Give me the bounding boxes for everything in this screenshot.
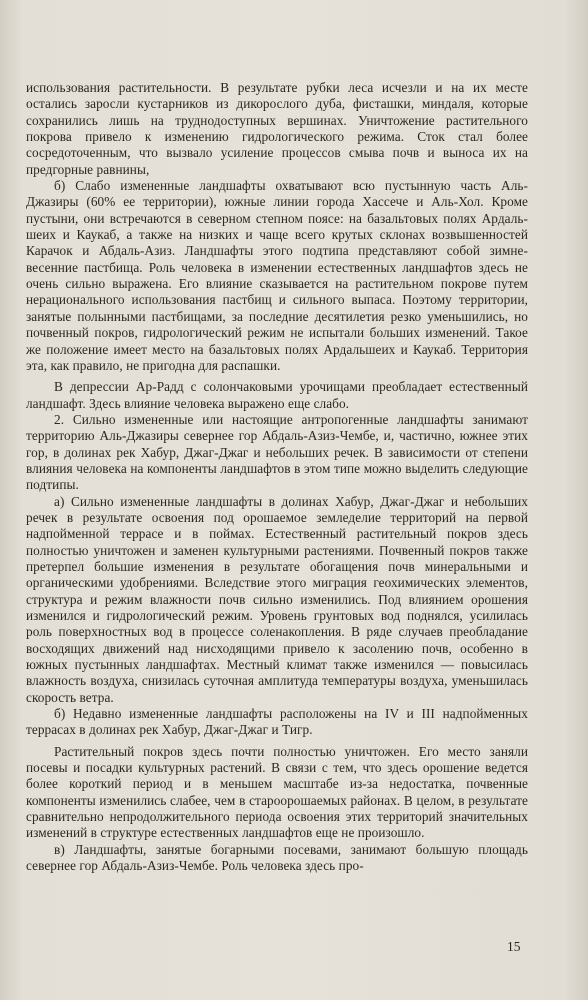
paragraph-6: б) Недавно измененные ландшафты расположены на IV и III надпойменных террасах в долинах рек Хабур, Джаг-Джаг и Тигр. xyxy=(26,706,528,738)
paragraph-3: В депрессии Ар-Радд с солончаковыми урочищами преобладает естественный ландшафт. Здесь влияние человека выражено еще слабо. xyxy=(26,379,528,411)
page-number: 15 xyxy=(507,939,521,954)
paragraph-7: Растительный покров здесь почти полностью уничтожен. Его место заняли посевы и посадки культурных растений. В связи с тем, что здесь орошение ведется более короткий период и в меньшем масштабе из-за недостатка, почвенные компоненты изменились слабее, чем в староорошаемых районах. В целом, в результате сравнительно непродолжительного периода освоения этих территорий значительных изменений в структуре естественных ландшафтов еще не произошло. xyxy=(26,743,528,841)
paragraph-4: 2. Сильно измененные или настоящие антропогенные ландшафты занимают территорию Аль-Джазиры севернее гор Абдаль-Азиз-Чембе, и, частично, южнее этих гор, в долинах рек Хабур, Джаг-Джаг и небольших речек. В зависимости от степени влияния человека на компоненты ландшафтов в этом типе можно выделить следующие подтипы. xyxy=(26,411,528,493)
paragraph-8: в) Ландшафты, занятые богарными посевами, занимают большую площадь севернее гор Абдаль-Азиз-Чембе. Роль человека здесь про- xyxy=(26,841,528,874)
paragraph-5: а) Сильно измененные ландшафты в долинах Хабур, Джаг-Джаг и небольших речек в результате освоения под орошаемое земледелие территорий на первой надпойменной террасе и в поймах. Естественный растительный покров здесь полностью уничтожен и заменен культурными растениями. Почвенный покров также претерпел большие изменения в результате обогащения почв минеральными и органическими удобрениями. Вследствие этого миграция геохимических элементов, структура и режим влажности почв сильно изменились. Под влиянием орошения изменился и гидрологический режим. Уровень грунтовых вод поднялся, усилилась роль поверхностных вод в процессе соленакопления. В ряде случаев преобладание восходящих движений над нисходящими привело к засолению почв, особенно в южных пустынных ландшафтах. Местный климат также изменился — повысилась влажность воздуха, снизилась суточная амплитуда температуры воздуха, уменьшилась скорость ветра. xyxy=(26,493,528,705)
body-text xyxy=(26,80,528,875)
paragraph-1: использования растительности. В результате рубки леса исчезли и на их месте остались заросли кустарников из дикорослого дуба, фисташки, миндаля, которые сохранились лишь на труднодоступных вершинах. Уничтожение растительного покрова привело к изменению гидрологического режима. Сток стал более сосредоточенным, что вызвало усиление процессов смыва почв и выноса их на предгорные равнины, xyxy=(26,80,528,177)
paragraph-2: б) Слабо измененные ландшафты охватывают всю пустынную часть Аль-Джазиры (60% ее территории), южные линии города Хассече и Аль-Хол. Кроме пустыни, они встречаются в северном степном поясе: на базальтовых полях Ардаль-шеих и Каукаб, а также на низких и чаще всего крутых склонах возвышенностей Карачок и Абдаль-Азиз. Ландшафты этого подтипа представляют собой зимне-весенние пастбища. Роль человека в изменении естественных ландшафтов здесь не очень сильно выражена. Его влияние сказывается на растительном покрове путем нерационального использования пастбищ и сильного выпаса. Поэтому территории, занятые полынными пастбищами, за последние десятилетия резко уменьшились, но почвенный покров, гидрологический режим не испытали больших изменений. Такое же положение имеет место на базальтовых полях Ардальшеих и Каукаб. Территория эта, как правило, не пригодна для распашки. xyxy=(26,178,528,373)
